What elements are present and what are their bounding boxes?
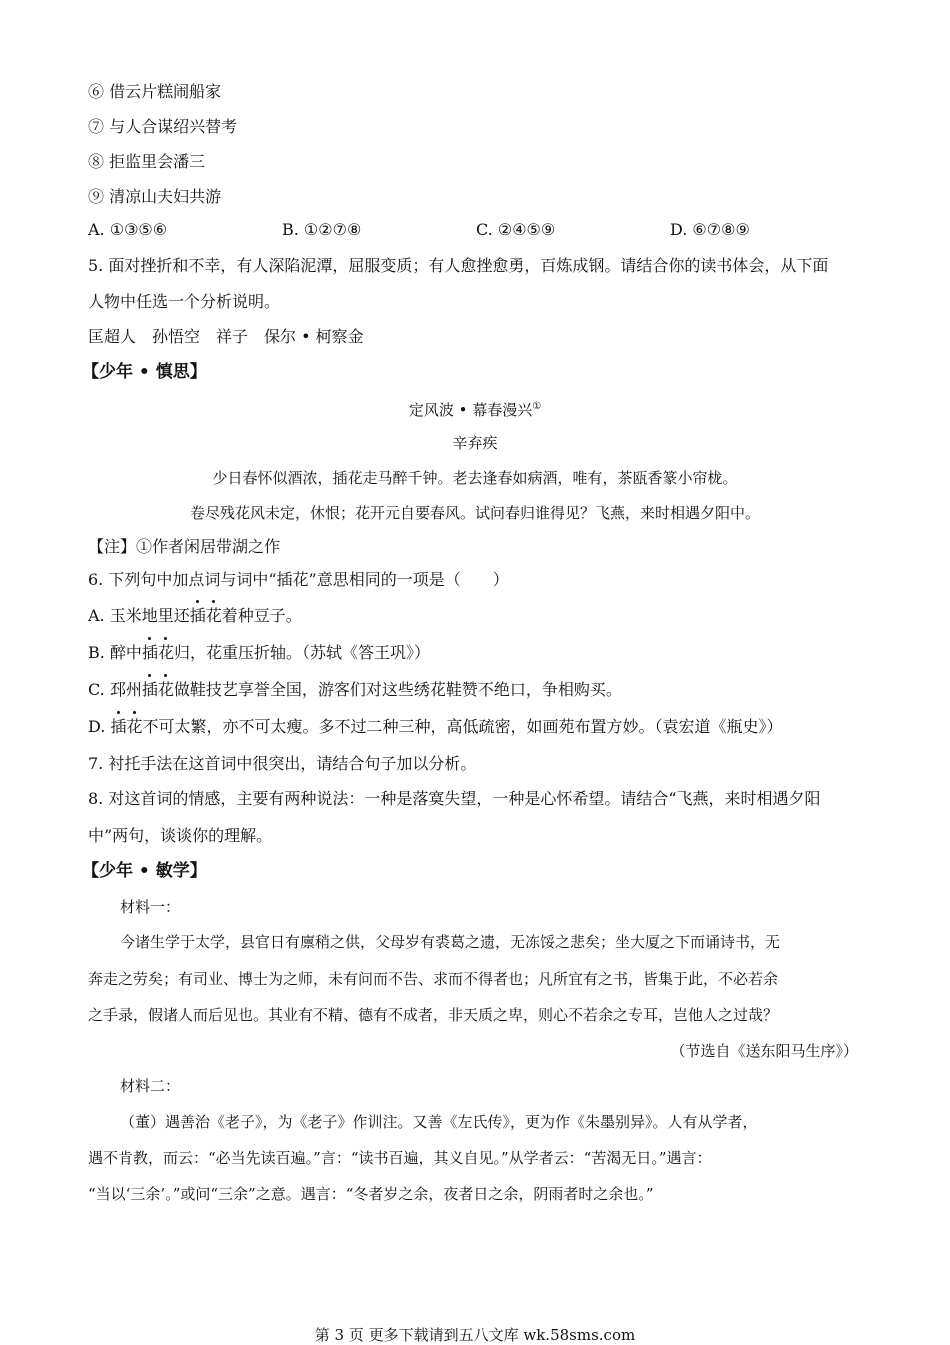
- question-6-option-c: [88, 680, 622, 700]
- question-6-option-d: [88, 717, 782, 737]
- material-2-line1: （董）遇善治《老子》，为《老子》作训注。又善《左氏传》，更为作《朱墨别异》。人有从学者，: [120, 1113, 758, 1131]
- list-item-9: ⑨ 清凉山夫妇共游: [88, 187, 222, 206]
- dotted-char: 花: [205, 606, 222, 625]
- poem-note: 【注】①作者闲居带湖之作: [88, 537, 281, 556]
- option-text: A. 玉米地里还: [88, 606, 190, 625]
- poem-title-note: ①: [532, 401, 542, 412]
- section-heading-shensi: 【少年 • 慎思】: [82, 362, 207, 382]
- page-footer: 第 3 页 更多下载请到五八文库 wk.58sms.com: [314, 1326, 636, 1344]
- question-5-names: 匡超人 孙悟空 祥子 保尔 • 柯察金: [88, 327, 364, 346]
- material-1-line2: 奔走之劳矣；有司业、博士为之师，未有问而不告、求而不得者也；凡所宜有之书，皆集于此，不必若余: [88, 970, 779, 988]
- material-1-line3: 之手录，假诸人而后见也。其业有不精、德有不成者，非天质之卑，则心不若余之专耳，岂他人之过哉？: [88, 1006, 779, 1024]
- poem-line-2: 卷尽残花风未定，休恨；花开元自要春风。试问春归谁得见？飞燕，来时相遇夕阳中。: [189, 504, 760, 522]
- dotted-char: 插: [189, 606, 206, 625]
- list-item-7: ⑦ 与人合谋绍兴替考: [88, 117, 238, 136]
- list-item-8: ⑧ 拒监里会潘三: [88, 152, 206, 171]
- option-text: 做鞋技艺享誉全国，游客们对这些绣花鞋赞不绝口，争相购买。: [173, 680, 622, 699]
- material-1-source: （节选自《送东阳马生序》）: [670, 1042, 858, 1060]
- option-c: C. ②④⑤⑨: [476, 220, 556, 239]
- option-text: B. 醉中: [88, 643, 142, 662]
- question-5-line1: 5. 面对挫折和不幸，有人深陷泥潭，屈服变质；有人愈挫愈勇，百炼成钢。请结合你的读书体会，从下面: [88, 256, 829, 275]
- poem-title: [0, 397, 950, 420]
- material-2-line2: 遇不肯教，而云：“必当先读百遍。”言：“读书百遍，其义自见。”从学者云：“苦渴无日。”遇言：: [88, 1149, 712, 1167]
- question-6-option-b: [88, 643, 430, 663]
- option-text: 不可太繁，亦不可太瘦。多不过二种三种，高低疏密，如画苑布置方妙。（袁宏道《瓶史》）: [142, 717, 783, 736]
- material-1-line1: 今诸生学于太学，县官日有廪稍之供，父母岁有裘葛之遗，无冻馁之悲矣；坐大厦之下而诵诗书，无: [120, 933, 781, 951]
- list-item-6: ⑥ 借云片糕闹船家: [88, 82, 222, 101]
- dotted-char: 插: [141, 680, 158, 699]
- poem-line-1: 少日春怀似酒浓，插花走马醉千钟。老去逢春如病酒，唯有，茶瓯香篆小帘栊。: [212, 469, 738, 487]
- question-5-line2: 人物中任选一个分析说明。: [88, 292, 281, 311]
- option-b: B. ①②⑦⑧: [282, 220, 362, 239]
- dotted-char: 花: [157, 643, 174, 662]
- option-text: D.: [88, 717, 111, 736]
- dotted-char: 插: [141, 643, 158, 662]
- material-1-label: 材料一：: [120, 898, 181, 916]
- question-7: 7. 衬托手法在这首词中很突出，请结合句子加以分析。: [88, 754, 477, 773]
- section-heading-minxue: 【少年 • 敏学】: [82, 861, 207, 881]
- dotted-char: 花: [126, 717, 143, 736]
- option-d: D. ⑥⑦⑧⑨: [670, 220, 750, 239]
- question-8-line2: 中”两句，谈谈你的理解。: [88, 826, 273, 845]
- dotted-char: 插: [110, 717, 127, 736]
- question-6: 6. 下列句中加点词与词中“插花”意思相同的一项是（ ）: [88, 570, 509, 589]
- dotted-char: 花: [157, 680, 174, 699]
- question-8-line1: 8. 对这首词的情感，主要有两种说法：一种是落寞失望，一种是心怀希望。请结合“飞燕，来时相遇夕阳: [88, 789, 821, 808]
- option-text: 归，花重压折轴。（苏轼《答王巩》）: [173, 643, 430, 662]
- option-text: 着种豆子。: [221, 606, 302, 625]
- question-6-option-a: [88, 606, 302, 626]
- option-a: A. ①③⑤⑥: [88, 220, 168, 239]
- poem-author: 辛弃疾: [452, 434, 498, 452]
- option-text: C. 邳州: [88, 680, 142, 699]
- material-2-label: 材料二：: [120, 1077, 181, 1095]
- poem-title-text: 定风波 • 幕春漫兴: [408, 401, 533, 419]
- material-2-line3: “当以‘三余’。”或问“三余”之意。遇言：“冬者岁之余，夜者日之余，阴雨者时之余也。”: [88, 1185, 654, 1203]
